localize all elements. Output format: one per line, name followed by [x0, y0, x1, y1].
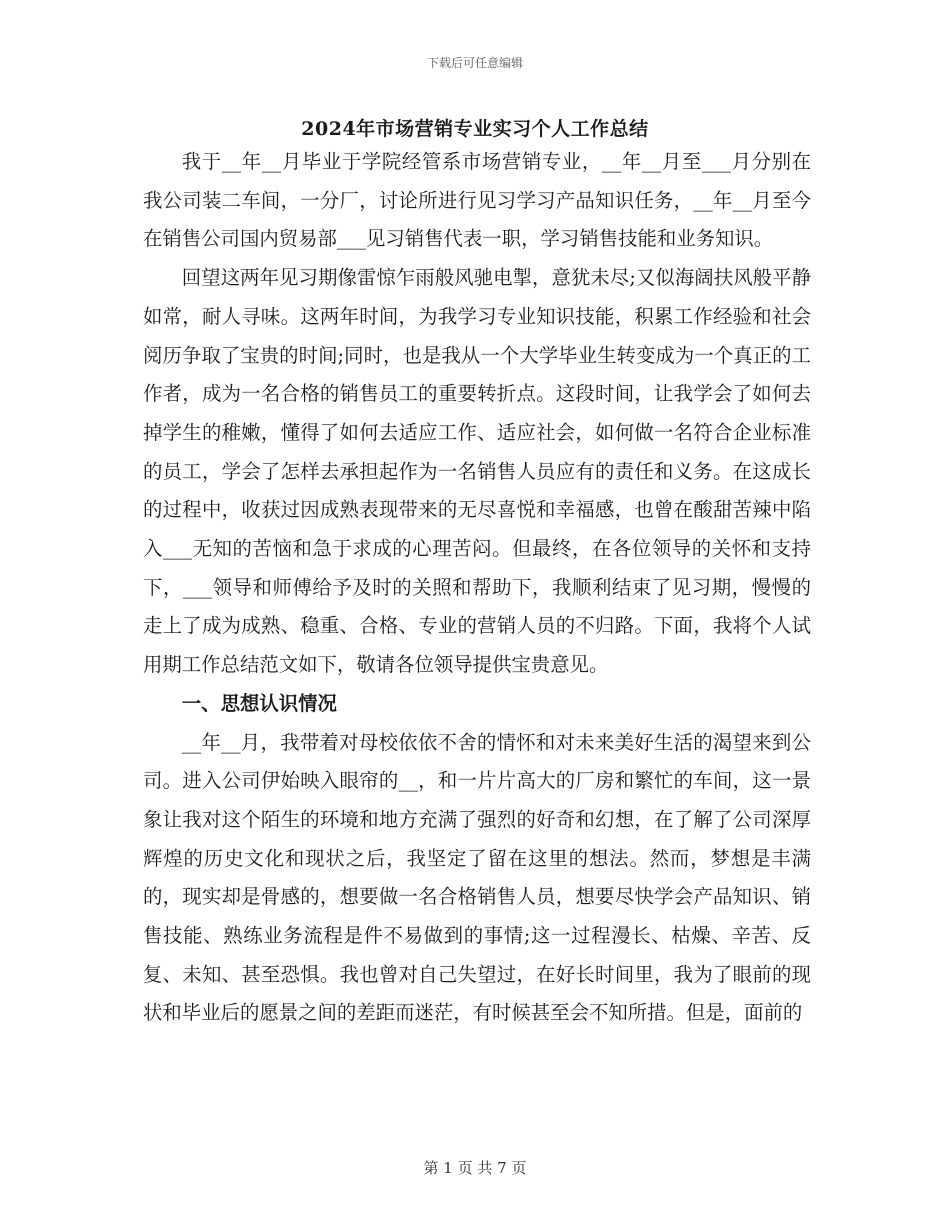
paragraph-review: 回望这两年见习期像雷惊乍雨般风驰电掣，意犹未尽;又似海阔扶风般平静如常，耐人寻味。这两年时间，为我学习专业知识技能，积累工作经验和社会阅历争取了宝贵的时间;同时，也是我从一个大学毕业生转变成为一个真正的工作者，成为一名合格的销售员工的重要转折点。这段时间，让我学会了如何去掉学生的稚嫩，懂得了如何去适应工作、适应社会，如何做一名符合企业标准的员工，学会了怎样去承担起作为一名销售人员应有的责任和义务。在这成长的过程中，收获过因成熟表现带来的无尽喜悦和幸福感，也曾在酸甜苦辣中陷入___无知的苦恼和急于求成的心理苦闷。但最终，在各位领导的关怀和支持下，___领导和师傅给予及时的关照和帮助下，我顺利结束了见习期，慢慢的走上了成为成熟、稳重、合格、专业的营销人员的不归路。下面，我将个人试用期工作总结范文如下，敬请各位领导提供宝贵意见。: [143, 266, 811, 677]
document-title: 2024年市场营销专业实习个人工作总结: [301, 118, 649, 140]
header-note: 下载后可任意编辑: [426, 56, 523, 70]
paragraph-section-one: __年__月，我带着对母校依依不舍的情怀和对未来美好生活的渴望来到公司。进入公司伊始映入眼帘的__，和一片片高大的厂房和繁忙的车间，这一景象让我对这个陌生的环境和地方充满了强烈的好奇和幻想，在了解了公司深厚辉煌的历史文化和现状之后，我坚定了留在这里的想法。然而，梦想是丰满的，现实却是骨感的，想要做一名合格销售人员，想要尽快学会产品知识、销售技能、熟练业务流程是件不易做到的事情;这一过程漫长、枯燥、辛苦、反复、未知、甚至恐惧。我也曾对自己失望过，在好长时间里，我为了眼前的现状和毕业后的愿景之间的差距而迷茫，有时候甚至会不知所措。但是，面前的: [143, 730, 811, 1025]
section-heading: 一、思想认识情况: [181, 691, 337, 715]
document-body: [143, 143, 811, 1033]
paragraph-intro: 我于__年__月毕业于学院经管系市场营销专业，__年__月至___月分别在我公司装二车间，一分厂，讨论所进行见习学习产品知识任务，__年__月至今在销售公司国内贸易部___见习销售代表一职，学习销售技能和业务知识。: [143, 150, 811, 251]
page-number: 第 1 页 共 7 页: [423, 1159, 527, 1177]
